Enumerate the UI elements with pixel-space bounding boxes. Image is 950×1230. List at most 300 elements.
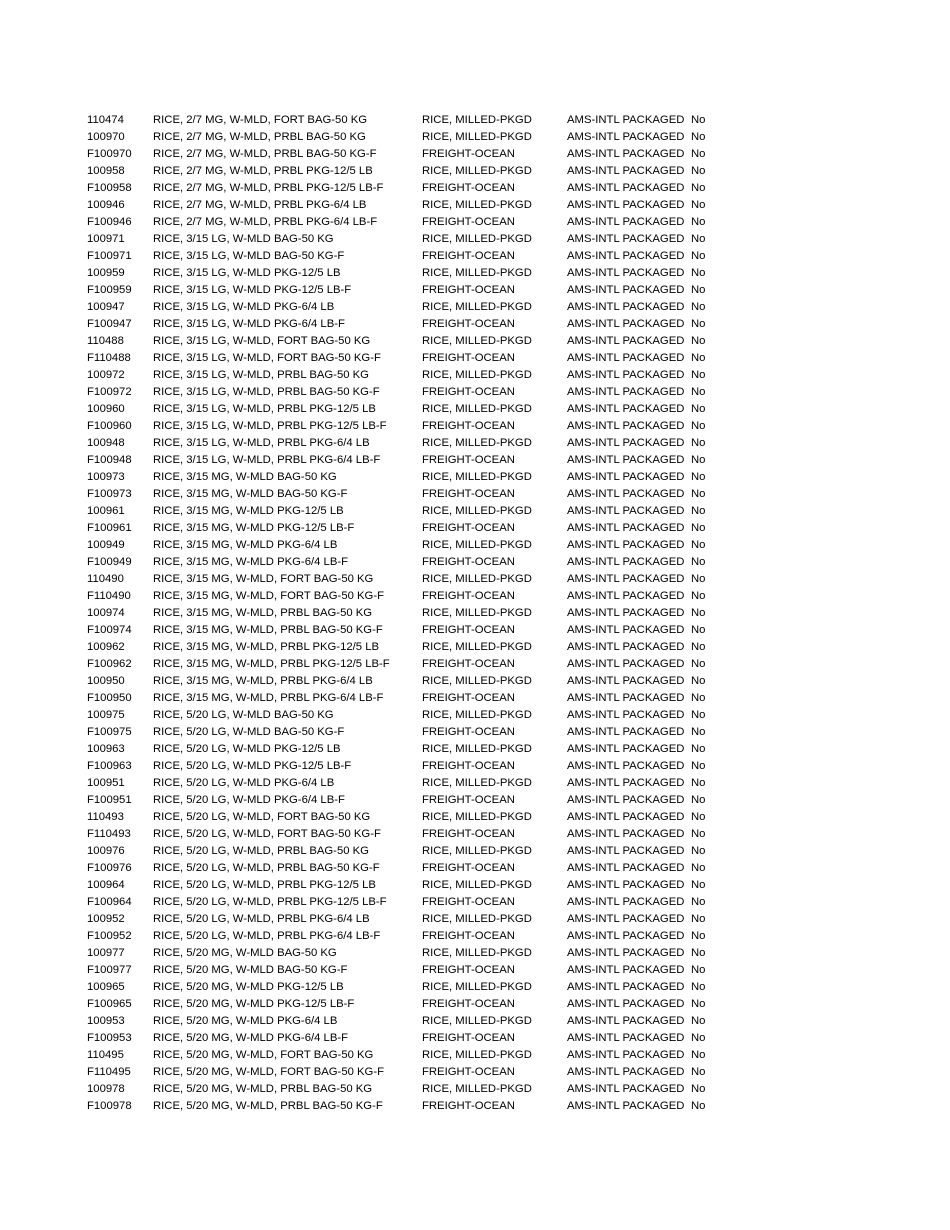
description-cell: RICE, 5/20 LG, W-MLD, PRBL PKG-12/5 LB-F xyxy=(153,896,387,908)
description-cell: RICE, 5/20 LG, W-MLD BAG-50 KG xyxy=(153,709,334,721)
flag-cell: No xyxy=(691,471,706,483)
program-cell: AMS-INTL PACKAGED xyxy=(567,114,685,126)
category-cell: FREIGHT-OCEAN xyxy=(422,1100,515,1112)
program-cell: AMS-INTL PACKAGED xyxy=(567,437,685,449)
material-code-cell: F110490 xyxy=(87,590,131,602)
category-cell: RICE, MILLED-PKGD xyxy=(422,1049,532,1061)
program-cell: AMS-INTL PACKAGED xyxy=(567,658,685,670)
table-row xyxy=(87,775,731,792)
flag-cell: No xyxy=(691,641,706,653)
material-code-cell: 100946 xyxy=(87,199,125,211)
description-cell: RICE, 5/20 MG, W-MLD, PRBL BAG-50 KG-F xyxy=(153,1100,383,1112)
table-row xyxy=(87,758,731,775)
material-code-cell: 110490 xyxy=(87,573,124,585)
description-cell: RICE, 2/7 MG, W-MLD, PRBL PKG-12/5 LB-F xyxy=(153,182,384,194)
description-cell: RICE, 2/7 MG, W-MLD, PRBL BAG-50 KG-F xyxy=(153,148,377,160)
description-cell: RICE, 5/20 LG, W-MLD, PRBL PKG-6/4 LB-F xyxy=(153,930,381,942)
flag-cell: No xyxy=(691,386,706,398)
category-cell: RICE, MILLED-PKGD xyxy=(422,539,532,551)
flag-cell: No xyxy=(691,250,706,262)
category-cell: RICE, MILLED-PKGD xyxy=(422,641,532,653)
flag-cell: No xyxy=(691,777,706,789)
material-code-cell: F110488 xyxy=(87,352,131,364)
description-cell: RICE, 3/15 MG, W-MLD BAG-50 KG xyxy=(153,471,337,483)
table-row xyxy=(87,537,731,554)
description-cell: RICE, 3/15 MG, W-MLD, FORT BAG-50 KG xyxy=(153,573,374,585)
flag-cell: No xyxy=(691,335,706,347)
category-cell: RICE, MILLED-PKGD xyxy=(422,1015,532,1027)
program-cell: AMS-INTL PACKAGED xyxy=(567,1100,685,1112)
material-code-cell: 100970 xyxy=(87,131,125,143)
program-cell: AMS-INTL PACKAGED xyxy=(567,675,685,687)
table-row xyxy=(87,265,731,282)
table-row xyxy=(87,214,731,231)
flag-cell: No xyxy=(691,573,706,585)
program-cell: AMS-INTL PACKAGED xyxy=(567,743,685,755)
description-cell: RICE, 3/15 MG, W-MLD, PRBL PKG-6/4 LB xyxy=(153,675,373,687)
program-cell: AMS-INTL PACKAGED xyxy=(567,522,685,534)
flag-cell: No xyxy=(691,369,706,381)
category-cell: RICE, MILLED-PKGD xyxy=(422,369,532,381)
program-cell: AMS-INTL PACKAGED xyxy=(567,777,685,789)
table-row xyxy=(87,690,731,707)
material-code-cell: F110495 xyxy=(87,1066,131,1078)
flag-cell: No xyxy=(691,556,706,568)
material-code-cell: 100974 xyxy=(87,607,125,619)
table-row xyxy=(87,112,731,129)
table-row xyxy=(87,860,731,877)
flag-cell: No xyxy=(691,624,706,636)
material-code-cell: 100975 xyxy=(87,709,125,721)
category-cell: RICE, MILLED-PKGD xyxy=(422,913,532,925)
flag-cell: No xyxy=(691,675,706,687)
program-cell: AMS-INTL PACKAGED xyxy=(567,709,685,721)
program-cell: AMS-INTL PACKAGED xyxy=(567,199,685,211)
program-cell: AMS-INTL PACKAGED xyxy=(567,726,685,738)
table-row xyxy=(87,1030,731,1047)
table-row xyxy=(87,945,731,962)
category-cell: RICE, MILLED-PKGD xyxy=(422,233,532,245)
table-row xyxy=(87,1064,731,1081)
material-code-cell: F100953 xyxy=(87,1032,132,1044)
table-row xyxy=(87,792,731,809)
material-code-cell: F100971 xyxy=(87,250,132,262)
description-cell: RICE, 3/15 LG, W-MLD, PRBL PKG-6/4 LB-F xyxy=(153,454,381,466)
flag-cell: No xyxy=(691,913,706,925)
flag-cell: No xyxy=(691,709,706,721)
program-cell: AMS-INTL PACKAGED xyxy=(567,930,685,942)
description-cell: RICE, 2/7 MG, W-MLD, FORT BAG-50 KG xyxy=(153,114,368,126)
description-cell: RICE, 3/15 MG, W-MLD, PRBL PKG-6/4 LB-F xyxy=(153,692,384,704)
table-row xyxy=(87,180,731,197)
category-cell: FREIGHT-OCEAN xyxy=(422,828,515,840)
program-cell: AMS-INTL PACKAGED xyxy=(567,386,685,398)
category-cell: FREIGHT-OCEAN xyxy=(422,692,515,704)
description-cell: RICE, 2/7 MG, W-MLD, PRBL PKG-6/4 LB-F xyxy=(153,216,378,228)
description-cell: RICE, 5/20 LG, W-MLD, PRBL PKG-6/4 LB xyxy=(153,913,370,925)
description-cell: RICE, 3/15 LG, W-MLD, PRBL BAG-50 KG xyxy=(153,369,369,381)
flag-cell: No xyxy=(691,1100,706,1112)
table-row xyxy=(87,231,731,248)
description-cell: RICE, 3/15 LG, W-MLD, FORT BAG-50 KG xyxy=(153,335,371,347)
table-row xyxy=(87,673,731,690)
table-row xyxy=(87,435,731,452)
material-code-cell: F100974 xyxy=(87,624,132,636)
category-cell: FREIGHT-OCEAN xyxy=(422,216,515,228)
table-row xyxy=(87,843,731,860)
flag-cell: No xyxy=(691,267,706,279)
program-cell: AMS-INTL PACKAGED xyxy=(567,964,685,976)
program-cell: AMS-INTL PACKAGED xyxy=(567,250,685,262)
category-cell: RICE, MILLED-PKGD xyxy=(422,709,532,721)
description-cell: RICE, 3/15 MG, W-MLD PKG-6/4 LB-F xyxy=(153,556,349,568)
material-code-cell: F100972 xyxy=(87,386,132,398)
material-code-cell: 100959 xyxy=(87,267,125,279)
category-cell: RICE, MILLED-PKGD xyxy=(422,437,532,449)
material-code-cell: F100950 xyxy=(87,692,132,704)
program-cell: AMS-INTL PACKAGED xyxy=(567,335,685,347)
description-cell: RICE, 5/20 LG, W-MLD BAG-50 KG-F xyxy=(153,726,345,738)
flag-cell: No xyxy=(691,284,706,296)
flag-cell: No xyxy=(691,1032,706,1044)
program-cell: AMS-INTL PACKAGED xyxy=(567,233,685,245)
table-row xyxy=(87,809,731,826)
table-row xyxy=(87,350,731,367)
flag-cell: No xyxy=(691,182,706,194)
flag-cell: No xyxy=(691,539,706,551)
table-row xyxy=(87,1013,731,1030)
flag-cell: No xyxy=(691,590,706,602)
table-row xyxy=(87,979,731,996)
description-cell: RICE, 3/15 MG, W-MLD, PRBL BAG-50 KG-F xyxy=(153,624,383,636)
material-code-cell: 100978 xyxy=(87,1083,125,1095)
material-code-cell: 100965 xyxy=(87,981,125,993)
category-cell: FREIGHT-OCEAN xyxy=(422,352,515,364)
material-code-cell: 110474 xyxy=(87,114,124,126)
table-body xyxy=(87,112,731,1115)
program-cell: AMS-INTL PACKAGED xyxy=(567,641,685,653)
description-cell: RICE, 5/20 LG, W-MLD PKG-6/4 LB xyxy=(153,777,335,789)
table-row xyxy=(87,622,731,639)
category-cell: RICE, MILLED-PKGD xyxy=(422,335,532,347)
material-code-cell: 100964 xyxy=(87,879,125,891)
table-row xyxy=(87,129,731,146)
flag-cell: No xyxy=(691,794,706,806)
program-cell: AMS-INTL PACKAGED xyxy=(567,403,685,415)
program-cell: AMS-INTL PACKAGED xyxy=(567,505,685,517)
table-row xyxy=(87,418,731,435)
program-cell: AMS-INTL PACKAGED xyxy=(567,845,685,857)
material-code-cell: F100965 xyxy=(87,998,132,1010)
flag-cell: No xyxy=(691,233,706,245)
description-cell: RICE, 5/20 LG, W-MLD, PRBL BAG-50 KG-F xyxy=(153,862,380,874)
description-cell: RICE, 5/20 LG, W-MLD, PRBL PKG-12/5 LB xyxy=(153,879,376,891)
category-cell: RICE, MILLED-PKGD xyxy=(422,114,532,126)
category-cell: RICE, MILLED-PKGD xyxy=(422,947,532,959)
category-cell: FREIGHT-OCEAN xyxy=(422,896,515,908)
category-cell: RICE, MILLED-PKGD xyxy=(422,811,532,823)
flag-cell: No xyxy=(691,947,706,959)
description-cell: RICE, 3/15 LG, W-MLD, PRBL PKG-12/5 LB-F xyxy=(153,420,387,432)
category-cell: RICE, MILLED-PKGD xyxy=(422,675,532,687)
material-code-cell: F100963 xyxy=(87,760,132,772)
description-cell: RICE, 3/15 LG, W-MLD BAG-50 KG xyxy=(153,233,334,245)
program-cell: AMS-INTL PACKAGED xyxy=(567,301,685,313)
flag-cell: No xyxy=(691,1083,706,1095)
category-cell: FREIGHT-OCEAN xyxy=(422,794,515,806)
material-code-cell: F100973 xyxy=(87,488,132,500)
material-code-cell: F100977 xyxy=(87,964,132,976)
flag-cell: No xyxy=(691,1049,706,1061)
material-code-cell: 100962 xyxy=(87,641,125,653)
category-cell: RICE, MILLED-PKGD xyxy=(422,743,532,755)
description-cell: RICE, 3/15 LG, W-MLD PKG-12/5 LB-F xyxy=(153,284,352,296)
description-cell: RICE, 5/20 LG, W-MLD, FORT BAG-50 KG-F xyxy=(153,828,381,840)
flag-cell: No xyxy=(691,658,706,670)
category-cell: RICE, MILLED-PKGD xyxy=(422,471,532,483)
category-cell: RICE, MILLED-PKGD xyxy=(422,573,532,585)
flag-cell: No xyxy=(691,845,706,857)
category-cell: RICE, MILLED-PKGD xyxy=(422,879,532,891)
category-cell: RICE, MILLED-PKGD xyxy=(422,777,532,789)
program-cell: AMS-INTL PACKAGED xyxy=(567,556,685,568)
material-code-cell: 100976 xyxy=(87,845,125,857)
material-code-cell: 100953 xyxy=(87,1015,125,1027)
table-row xyxy=(87,316,731,333)
flag-cell: No xyxy=(691,114,706,126)
material-code-cell: 100961 xyxy=(87,505,125,517)
description-cell: RICE, 5/20 MG, W-MLD BAG-50 KG-F xyxy=(153,964,348,976)
table-row xyxy=(87,469,731,486)
category-cell: RICE, MILLED-PKGD xyxy=(422,981,532,993)
material-code-cell: F100952 xyxy=(87,930,132,942)
description-cell: RICE, 5/20 LG, W-MLD PKG-6/4 LB-F xyxy=(153,794,345,806)
program-cell: AMS-INTL PACKAGED xyxy=(567,420,685,432)
description-cell: RICE, 5/20 MG, W-MLD PKG-6/4 LB-F xyxy=(153,1032,349,1044)
description-cell: RICE, 5/20 LG, W-MLD, PRBL BAG-50 KG xyxy=(153,845,369,857)
table-row xyxy=(87,367,731,384)
category-cell: FREIGHT-OCEAN xyxy=(422,284,515,296)
category-cell: FREIGHT-OCEAN xyxy=(422,182,515,194)
flag-cell: No xyxy=(691,131,706,143)
table-row xyxy=(87,1098,731,1115)
flag-cell: No xyxy=(691,964,706,976)
program-cell: AMS-INTL PACKAGED xyxy=(567,692,685,704)
material-code-cell: F100970 xyxy=(87,148,132,160)
material-code-cell: 100973 xyxy=(87,471,125,483)
description-cell: RICE, 3/15 LG, W-MLD BAG-50 KG-F xyxy=(153,250,345,262)
category-cell: RICE, MILLED-PKGD xyxy=(422,267,532,279)
category-cell: RICE, MILLED-PKGD xyxy=(422,505,532,517)
program-cell: AMS-INTL PACKAGED xyxy=(567,879,685,891)
program-cell: AMS-INTL PACKAGED xyxy=(567,318,685,330)
table-row xyxy=(87,384,731,401)
material-code-cell: 100951 xyxy=(87,777,125,789)
table-row xyxy=(87,554,731,571)
program-cell: AMS-INTL PACKAGED xyxy=(567,216,685,228)
table-row xyxy=(87,401,731,418)
program-cell: AMS-INTL PACKAGED xyxy=(567,1015,685,1027)
program-cell: AMS-INTL PACKAGED xyxy=(567,998,685,1010)
material-code-cell: F100960 xyxy=(87,420,132,432)
category-cell: FREIGHT-OCEAN xyxy=(422,624,515,636)
material-code-cell: F100949 xyxy=(87,556,132,568)
flag-cell: No xyxy=(691,1066,706,1078)
description-cell: RICE, 3/15 MG, W-MLD, PRBL PKG-12/5 LB xyxy=(153,641,380,653)
description-cell: RICE, 2/7 MG, W-MLD, PRBL PKG-12/5 LB xyxy=(153,165,373,177)
category-cell: FREIGHT-OCEAN xyxy=(422,964,515,976)
category-cell: RICE, MILLED-PKGD xyxy=(422,403,532,415)
table-row xyxy=(87,741,731,758)
flag-cell: No xyxy=(691,403,706,415)
material-code-cell: F100951 xyxy=(87,794,132,806)
table-row xyxy=(87,639,731,656)
category-cell: RICE, MILLED-PKGD xyxy=(422,301,532,313)
program-cell: AMS-INTL PACKAGED xyxy=(567,794,685,806)
material-code-cell: F100946 xyxy=(87,216,132,228)
flag-cell: No xyxy=(691,505,706,517)
material-code-cell: F100975 xyxy=(87,726,132,738)
program-cell: AMS-INTL PACKAGED xyxy=(567,573,685,585)
flag-cell: No xyxy=(691,420,706,432)
description-cell: RICE, 3/15 MG, W-MLD, PRBL PKG-12/5 LB-F xyxy=(153,658,390,670)
material-code-cell: F100948 xyxy=(87,454,132,466)
program-cell: AMS-INTL PACKAGED xyxy=(567,488,685,500)
description-cell: RICE, 3/15 LG, W-MLD, FORT BAG-50 KG-F xyxy=(153,352,381,364)
spreadsheet-page xyxy=(87,112,731,1115)
category-cell: FREIGHT-OCEAN xyxy=(422,522,515,534)
table-row xyxy=(87,163,731,180)
category-cell: FREIGHT-OCEAN xyxy=(422,760,515,772)
description-cell: RICE, 3/15 MG, W-MLD, PRBL BAG-50 KG xyxy=(153,607,373,619)
table-row xyxy=(87,911,731,928)
table-row xyxy=(87,197,731,214)
category-cell: FREIGHT-OCEAN xyxy=(422,556,515,568)
material-code-cell: F100947 xyxy=(87,318,132,330)
program-cell: AMS-INTL PACKAGED xyxy=(567,284,685,296)
flag-cell: No xyxy=(691,454,706,466)
description-cell: RICE, 5/20 MG, W-MLD, FORT BAG-50 KG-F xyxy=(153,1066,385,1078)
description-cell: RICE, 3/15 LG, W-MLD PKG-12/5 LB xyxy=(153,267,341,279)
table-row xyxy=(87,724,731,741)
material-code-cell: F100958 xyxy=(87,182,132,194)
material-code-cell: F100961 xyxy=(87,522,132,534)
category-cell: FREIGHT-OCEAN xyxy=(422,726,515,738)
description-cell: RICE, 3/15 LG, W-MLD PKG-6/4 LB-F xyxy=(153,318,345,330)
category-cell: FREIGHT-OCEAN xyxy=(422,590,515,602)
category-cell: RICE, MILLED-PKGD xyxy=(422,845,532,857)
flag-cell: No xyxy=(691,352,706,364)
material-code-cell: 110488 xyxy=(87,335,124,347)
table-row xyxy=(87,571,731,588)
program-cell: AMS-INTL PACKAGED xyxy=(567,828,685,840)
flag-cell: No xyxy=(691,148,706,160)
flag-cell: No xyxy=(691,879,706,891)
program-cell: AMS-INTL PACKAGED xyxy=(567,1083,685,1095)
category-cell: FREIGHT-OCEAN xyxy=(422,420,515,432)
program-cell: AMS-INTL PACKAGED xyxy=(567,267,685,279)
description-cell: RICE, 3/15 MG, W-MLD PKG-12/5 LB-F xyxy=(153,522,355,534)
table-row xyxy=(87,486,731,503)
category-cell: FREIGHT-OCEAN xyxy=(422,318,515,330)
flag-cell: No xyxy=(691,607,706,619)
program-cell: AMS-INTL PACKAGED xyxy=(567,760,685,772)
program-cell: AMS-INTL PACKAGED xyxy=(567,352,685,364)
flag-cell: No xyxy=(691,828,706,840)
flag-cell: No xyxy=(691,743,706,755)
material-code-cell: 100963 xyxy=(87,743,125,755)
description-cell: RICE, 3/15 MG, W-MLD, FORT BAG-50 KG-F xyxy=(153,590,385,602)
program-cell: AMS-INTL PACKAGED xyxy=(567,862,685,874)
material-code-cell: 100949 xyxy=(87,539,125,551)
category-cell: FREIGHT-OCEAN xyxy=(422,488,515,500)
description-cell: RICE, 5/20 LG, W-MLD, FORT BAG-50 KG xyxy=(153,811,371,823)
flag-cell: No xyxy=(691,811,706,823)
table-row xyxy=(87,146,731,163)
material-code-cell: 100971 xyxy=(87,233,125,245)
flag-cell: No xyxy=(691,998,706,1010)
material-code-cell: F100959 xyxy=(87,284,132,296)
flag-cell: No xyxy=(691,896,706,908)
program-cell: AMS-INTL PACKAGED xyxy=(567,981,685,993)
description-cell: RICE, 2/7 MG, W-MLD, PRBL PKG-6/4 LB xyxy=(153,199,367,211)
material-code-cell: F100962 xyxy=(87,658,132,670)
table-row xyxy=(87,894,731,911)
program-cell: AMS-INTL PACKAGED xyxy=(567,471,685,483)
table-row xyxy=(87,503,731,520)
material-code-cell: 100947 xyxy=(87,301,125,313)
category-cell: RICE, MILLED-PKGD xyxy=(422,165,532,177)
program-cell: AMS-INTL PACKAGED xyxy=(567,454,685,466)
category-cell: FREIGHT-OCEAN xyxy=(422,454,515,466)
material-code-cell: 100950 xyxy=(87,675,125,687)
table-row xyxy=(87,928,731,945)
program-cell: AMS-INTL PACKAGED xyxy=(567,913,685,925)
program-cell: AMS-INTL PACKAGED xyxy=(567,1032,685,1044)
description-cell: RICE, 3/15 LG, W-MLD, PRBL PKG-12/5 LB xyxy=(153,403,376,415)
program-cell: AMS-INTL PACKAGED xyxy=(567,148,685,160)
description-cell: RICE, 2/7 MG, W-MLD, PRBL BAG-50 KG xyxy=(153,131,366,143)
category-cell: RICE, MILLED-PKGD xyxy=(422,199,532,211)
material-code-cell: F100976 xyxy=(87,862,132,874)
flag-cell: No xyxy=(691,692,706,704)
flag-cell: No xyxy=(691,488,706,500)
category-cell: FREIGHT-OCEAN xyxy=(422,386,515,398)
material-code-cell: F110493 xyxy=(87,828,131,840)
flag-cell: No xyxy=(691,165,706,177)
category-cell: FREIGHT-OCEAN xyxy=(422,930,515,942)
program-cell: AMS-INTL PACKAGED xyxy=(567,182,685,194)
program-cell: AMS-INTL PACKAGED xyxy=(567,811,685,823)
description-cell: RICE, 3/15 MG, W-MLD BAG-50 KG-F xyxy=(153,488,348,500)
category-cell: FREIGHT-OCEAN xyxy=(422,862,515,874)
description-cell: RICE, 5/20 MG, W-MLD PKG-12/5 LB xyxy=(153,981,344,993)
flag-cell: No xyxy=(691,437,706,449)
material-code-cell: F100978 xyxy=(87,1100,132,1112)
table-row xyxy=(87,282,731,299)
table-row xyxy=(87,1081,731,1098)
table-row xyxy=(87,707,731,724)
program-cell: AMS-INTL PACKAGED xyxy=(567,590,685,602)
table-row xyxy=(87,299,731,316)
table-row xyxy=(87,826,731,843)
description-cell: RICE, 3/15 LG, W-MLD, PRBL PKG-6/4 LB xyxy=(153,437,370,449)
program-cell: AMS-INTL PACKAGED xyxy=(567,165,685,177)
description-cell: RICE, 5/20 MG, W-MLD PKG-12/5 LB-F xyxy=(153,998,355,1010)
flag-cell: No xyxy=(691,301,706,313)
flag-cell: No xyxy=(691,216,706,228)
category-cell: RICE, MILLED-PKGD xyxy=(422,1083,532,1095)
